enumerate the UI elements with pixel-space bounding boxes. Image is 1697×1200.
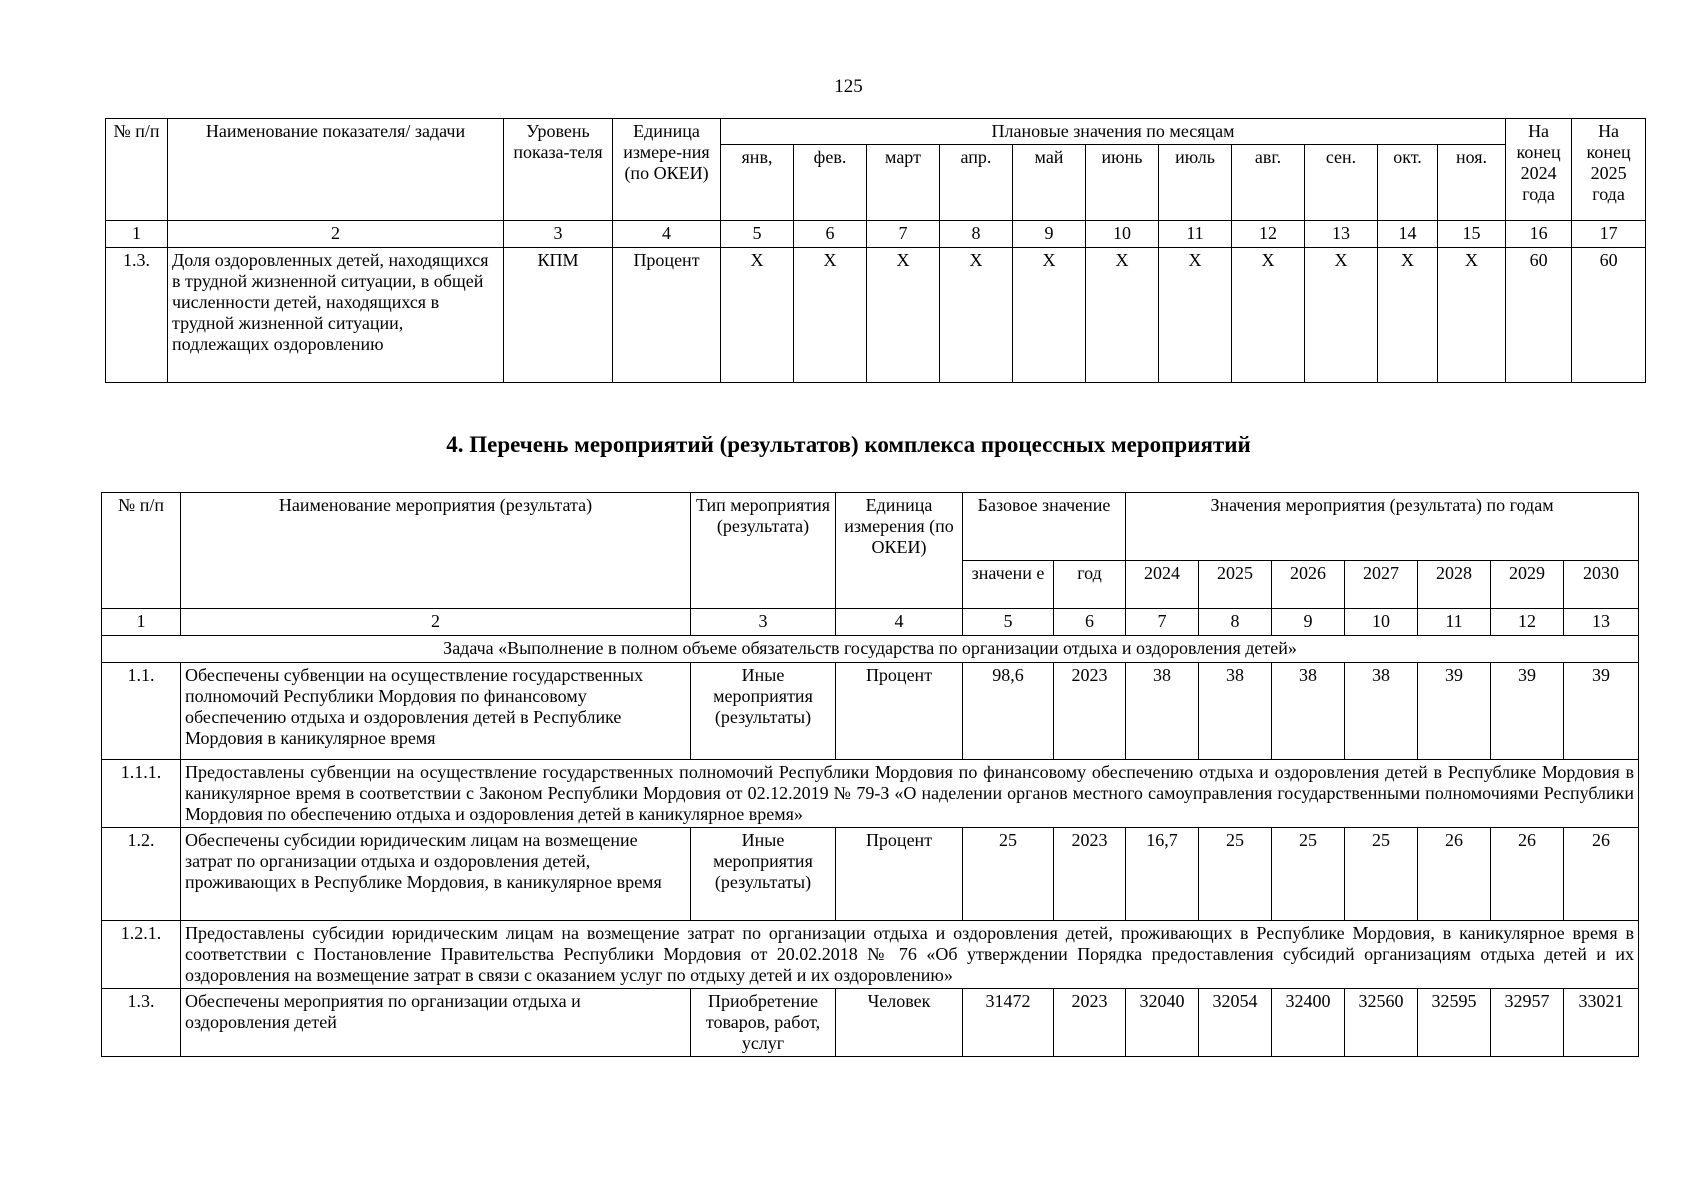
t2-header-year: 2030 bbox=[1564, 561, 1639, 609]
t2-header-years-group: Значения мероприятия (результата) по годам bbox=[1126, 493, 1639, 561]
t2-row-base-value: 98,6 bbox=[963, 663, 1054, 760]
t2-col-number: 12 bbox=[1491, 609, 1564, 636]
t1-row-month-value: Х bbox=[1086, 248, 1159, 383]
t2-row-num: 1.2.1. bbox=[102, 921, 181, 989]
t2-row-year-value: 38 bbox=[1345, 663, 1418, 760]
t2-row-year-value: 26 bbox=[1418, 828, 1491, 921]
t1-col-number: 8 bbox=[940, 221, 1013, 248]
t1-row-month-value: Х bbox=[940, 248, 1013, 383]
t2-row-year-value: 16,7 bbox=[1126, 828, 1199, 921]
t1-col-number: 2 bbox=[168, 221, 504, 248]
activities-table bbox=[101, 492, 1639, 1057]
t2-row-year-value: 26 bbox=[1564, 828, 1639, 921]
t2-col-number: 1 bbox=[102, 609, 181, 636]
t2-row-year-value: 32400 bbox=[1272, 989, 1345, 1057]
t2-row-unit: Человек bbox=[836, 989, 963, 1057]
t2-header-year: 2028 bbox=[1418, 561, 1491, 609]
t2-header-year: 2027 bbox=[1345, 561, 1418, 609]
t2-row-year-value: 32560 bbox=[1345, 989, 1418, 1057]
t1-header-end-2025: На конец 2025 года bbox=[1572, 119, 1646, 221]
t2-header-base-value: значени е bbox=[963, 561, 1054, 609]
t1-header-month: июль bbox=[1159, 145, 1232, 221]
t1-col-number: 9 bbox=[1013, 221, 1086, 248]
t2-header-name: Наименование мероприятия (результата) bbox=[181, 493, 691, 609]
t1-col-number: 17 bbox=[1572, 221, 1646, 248]
t1-row-end-2025: 60 bbox=[1572, 248, 1646, 383]
t2-row-base-value: 25 bbox=[963, 828, 1054, 921]
t2-header-num: № п/п bbox=[102, 493, 181, 609]
table-row bbox=[102, 760, 1639, 828]
t1-row-end-2024: 60 bbox=[1506, 248, 1572, 383]
t2-col-number: 8 bbox=[1199, 609, 1272, 636]
t1-header-month: ноя. bbox=[1438, 145, 1506, 221]
t2-row-year-value: 38 bbox=[1272, 663, 1345, 760]
t2-col-number: 10 bbox=[1345, 609, 1418, 636]
table-row bbox=[106, 248, 1646, 383]
t1-header-name: Наименование показателя/ задачи bbox=[168, 119, 504, 221]
t1-col-number: 14 bbox=[1378, 221, 1438, 248]
t2-row-name: Обеспечены мероприятия по организации отдыха и оздоровления детей bbox=[181, 989, 691, 1057]
t2-row-base-year: 2023 bbox=[1054, 663, 1126, 760]
t2-row-num: 1.2. bbox=[102, 828, 181, 921]
table-row bbox=[102, 828, 1639, 921]
t2-header-year: 2029 bbox=[1491, 561, 1564, 609]
t1-row-month-value: Х bbox=[721, 248, 794, 383]
t2-row-year-value: 32040 bbox=[1126, 989, 1199, 1057]
t2-header-type: Тип мероприятия (результата) bbox=[691, 493, 836, 609]
t1-col-number: 5 bbox=[721, 221, 794, 248]
t2-row-year-value: 26 bbox=[1491, 828, 1564, 921]
t2-row-year-value: 32054 bbox=[1199, 989, 1272, 1057]
t1-col-number: 6 bbox=[794, 221, 867, 248]
t1-row-month-value: Х bbox=[794, 248, 867, 383]
t2-col-number: 5 bbox=[963, 609, 1054, 636]
t1-col-number: 1 bbox=[106, 221, 168, 248]
t1-row-name: Доля оздоровленных детей, находящихся в трудной жизненной ситуации, в общей численности детей, находящихся в трудной жизненной ситуации, подлежащих оздоровлению bbox=[168, 248, 504, 383]
t1-header-num: № п/п bbox=[106, 119, 168, 221]
t2-row-unit: Процент bbox=[836, 828, 963, 921]
t1-row-month-value: Х bbox=[1305, 248, 1378, 383]
t1-header-unit: Единица измере-ния (по ОКЕИ) bbox=[613, 119, 721, 221]
t1-header-month: сен. bbox=[1305, 145, 1378, 221]
t1-header-month: март bbox=[867, 145, 940, 221]
t2-row-description: Предоставлены субвенции на осуществление государственных полномочий Республики Мордовия по финансовому обеспечению отдыха и оздоровления детей в Республике Мордовия в каникулярное время в соответствии с Законом Республики Мордовия от 02.12.2019 № 79-З «О наделении органов местного самоуправления государственными полномочиями Республики Мордовия по обеспечению отдыха и оздоровления детей в каникулярное время» bbox=[181, 760, 1639, 828]
table-row bbox=[102, 989, 1639, 1057]
t2-header-base: Базовое значение bbox=[963, 493, 1126, 561]
t2-row-year-value: 25 bbox=[1199, 828, 1272, 921]
t2-row-year-value: 32595 bbox=[1418, 989, 1491, 1057]
t1-col-number: 7 bbox=[867, 221, 940, 248]
t1-row-month-value: Х bbox=[1013, 248, 1086, 383]
t1-row-month-value: Х bbox=[867, 248, 940, 383]
t2-col-number: 4 bbox=[836, 609, 963, 636]
t2-col-number: 13 bbox=[1564, 609, 1639, 636]
t1-header-month: май bbox=[1013, 145, 1086, 221]
t1-row-level: КПМ bbox=[504, 248, 613, 383]
t2-row-num: 1.3. bbox=[102, 989, 181, 1057]
t2-row-year-value: 39 bbox=[1491, 663, 1564, 760]
table-row bbox=[102, 921, 1639, 989]
t1-col-number: 3 bbox=[504, 221, 613, 248]
t2-row-name: Обеспечены субсидии юридическим лицам на возмещение затрат по организации отдыха и оздоровления детей, проживающих в Республике Мордовия, в каникулярное время bbox=[181, 828, 691, 921]
t1-header-level: Уровень показа-теля bbox=[504, 119, 613, 221]
t1-row-month-value: Х bbox=[1159, 248, 1232, 383]
t2-col-number: 3 bbox=[691, 609, 836, 636]
t1-col-number: 16 bbox=[1506, 221, 1572, 248]
t2-row-description: Предоставлены субсидии юридическим лицам на возмещение затрат по организации отдыха и оздоровления детей, проживающих в Республике Мордовия, в каникулярное время в соответствии с Постановление Правительства Республики Мордовия от 20.02.2018 № 76 «Об утверждении Порядка предоставления субсидий организациям отдыха детей и их оздоровления на возмещение затрат в связи с оказанием услуг по отдыху детей и их оздоровлению» bbox=[181, 921, 1639, 989]
t1-header-month: фев. bbox=[794, 145, 867, 221]
t1-row-month-value: Х bbox=[1378, 248, 1438, 383]
t2-row-type: Приобретение товаров, работ, услуг bbox=[691, 989, 836, 1057]
t2-row-year-value: 39 bbox=[1418, 663, 1491, 760]
t2-row-year-value: 38 bbox=[1199, 663, 1272, 760]
t1-row-month-value: Х bbox=[1232, 248, 1305, 383]
t1-row-unit: Процент bbox=[613, 248, 721, 383]
t1-header-month: окт. bbox=[1378, 145, 1438, 221]
t2-col-number: 6 bbox=[1054, 609, 1126, 636]
t2-row-type: Иные мероприятия (результаты) bbox=[691, 663, 836, 760]
t1-row-num: 1.3. bbox=[106, 248, 168, 383]
t2-row-base-value: 31472 bbox=[963, 989, 1054, 1057]
t2-row-year-value: 38 bbox=[1126, 663, 1199, 760]
t1-header-month: авг. bbox=[1232, 145, 1305, 221]
t1-col-number: 10 bbox=[1086, 221, 1159, 248]
t1-row-month-value: Х bbox=[1438, 248, 1506, 383]
page-number: 125 bbox=[834, 76, 863, 97]
t2-row-type: Иные мероприятия (результаты) bbox=[691, 828, 836, 921]
t1-col-number: 13 bbox=[1305, 221, 1378, 248]
t2-header-year: 2025 bbox=[1199, 561, 1272, 609]
indicators-table bbox=[105, 118, 1646, 383]
t2-col-number: 9 bbox=[1272, 609, 1345, 636]
t1-header-plan-group: Плановые значения по месяцам bbox=[721, 119, 1506, 145]
t2-row-name: Обеспечены субвенции на осуществление государственных полномочий Республики Мордовия по финансовому обеспечению отдыха и оздоровления детей в Республике Мордовия в каникулярное время bbox=[181, 663, 691, 760]
t2-row-unit: Процент bbox=[836, 663, 963, 760]
t2-row-year-value: 25 bbox=[1272, 828, 1345, 921]
t2-header-unit: Единица измерения (по ОКЕИ) bbox=[836, 493, 963, 609]
t2-col-number: 2 bbox=[181, 609, 691, 636]
t2-header-base-year: год bbox=[1054, 561, 1126, 609]
t1-header-month: апр. bbox=[940, 145, 1013, 221]
t2-header-year: 2024 bbox=[1126, 561, 1199, 609]
t1-header-end-2024: На конец 2024 года bbox=[1506, 119, 1572, 221]
t2-row-year-value: 33021 bbox=[1564, 989, 1639, 1057]
t2-row-year-value: 32957 bbox=[1491, 989, 1564, 1057]
t2-row-year-value: 39 bbox=[1564, 663, 1639, 760]
table-row bbox=[102, 663, 1639, 760]
t1-col-number: 11 bbox=[1159, 221, 1232, 248]
t2-task-row: Задача «Выполнение в полном объеме обязательств государства по организации отдыха и оздоровления детей» bbox=[102, 636, 1639, 663]
t2-header-year: 2026 bbox=[1272, 561, 1345, 609]
t2-col-number: 7 bbox=[1126, 609, 1199, 636]
t1-col-number: 4 bbox=[613, 221, 721, 248]
t2-row-base-year: 2023 bbox=[1054, 828, 1126, 921]
t2-col-number: 11 bbox=[1418, 609, 1491, 636]
t2-row-num: 1.1.1. bbox=[102, 760, 181, 828]
t1-header-month: июнь bbox=[1086, 145, 1159, 221]
t2-row-base-year: 2023 bbox=[1054, 989, 1126, 1057]
t2-row-year-value: 25 bbox=[1345, 828, 1418, 921]
t1-header-month: янв, bbox=[721, 145, 794, 221]
t1-col-number: 12 bbox=[1232, 221, 1305, 248]
t1-col-number: 15 bbox=[1438, 221, 1506, 248]
t2-row-num: 1.1. bbox=[102, 663, 181, 760]
section-title: 4. Перечень мероприятий (результатов) комплекса процессных мероприятий bbox=[446, 432, 1251, 457]
